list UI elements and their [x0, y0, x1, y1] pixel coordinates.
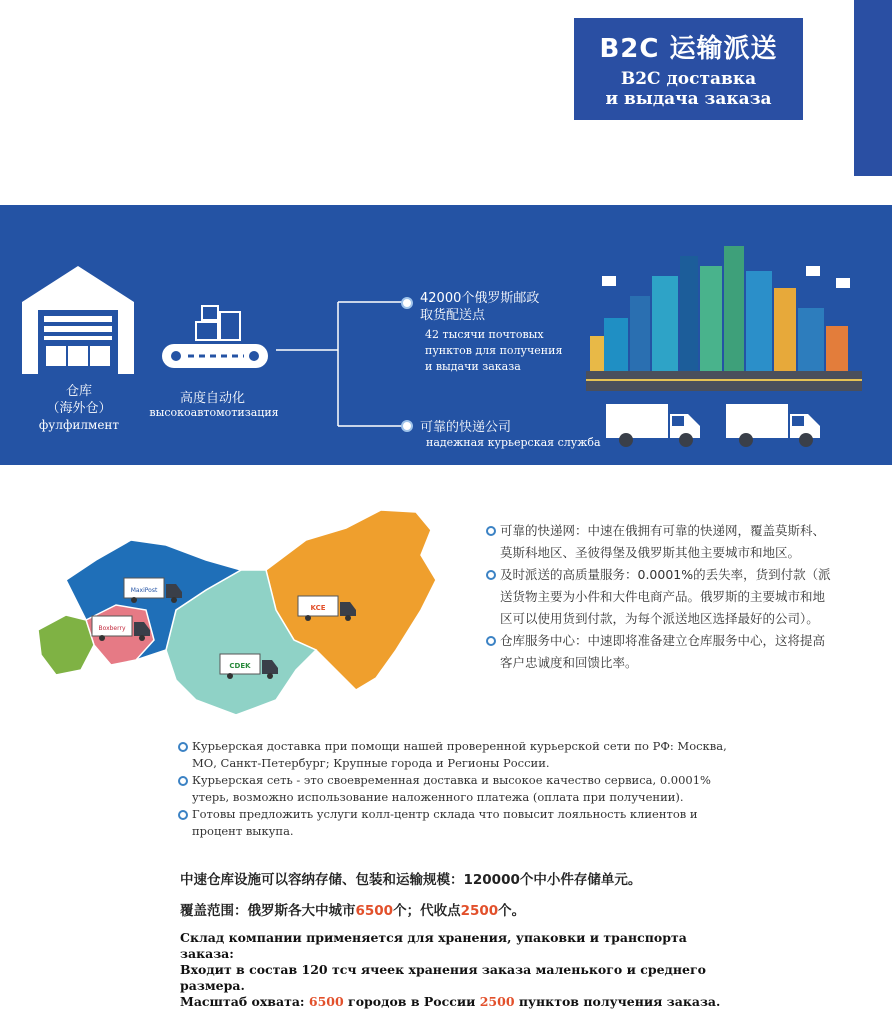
carrier-label-kce: KCE — [310, 604, 326, 612]
cn-bullet-list — [486, 520, 831, 674]
bullet-ring-icon — [178, 742, 188, 752]
page-title-ru-line2: и выдача заказа — [605, 89, 772, 109]
page-title-ru — [574, 69, 803, 109]
bullet-ring-icon — [178, 810, 188, 820]
coverage-points-count: 2500 — [460, 903, 499, 919]
ru-bullet-list — [178, 738, 738, 840]
courier-bullet-icon — [401, 420, 413, 432]
list-item — [486, 564, 831, 630]
delivery-truck-icon — [606, 400, 706, 450]
city-skyline-illustration — [586, 226, 862, 391]
corner-accent-bar — [854, 0, 892, 176]
list-item — [486, 630, 831, 674]
bullet-ring-icon — [486, 636, 496, 646]
summary-ru-line3 — [180, 994, 740, 1010]
warehouse-label-cn — [20, 383, 138, 417]
warehouse-label-cn-line2: （海外仓） — [46, 401, 112, 416]
cities-count: 6500 — [308, 994, 344, 1009]
summary-ru-line1: Склад компании применяется для хранения, упаковки и транспорта заказа: — [180, 930, 687, 961]
bullet-ring-icon — [486, 526, 496, 536]
list-item — [486, 520, 831, 564]
bullet-ring-icon — [178, 776, 188, 786]
post-label-ru-line2: пунктов для получения — [425, 344, 563, 357]
warehouse-icon — [18, 262, 138, 380]
summary-text: Масштаб охвата: — [180, 994, 309, 1009]
bullet-ring-icon — [486, 570, 496, 580]
summary-text: пунктов получения заказа. — [514, 994, 721, 1009]
list-item-text: 可靠的快递网：中速在俄拥有可靠的快递网，覆盖莫斯科、莫斯科地区、圣彼得堡及俄罗斯其他主要城市和地区。 — [500, 523, 826, 560]
warehouse-label-cn-line1: 仓库 — [65, 384, 92, 399]
post-label-cn — [420, 290, 570, 324]
post-label-cn-line2: 取货配送点 — [420, 308, 486, 323]
coverage-text: 个。 — [498, 903, 526, 919]
page-title-cn: B2C 运输派送 — [599, 34, 778, 64]
list-item — [178, 738, 738, 772]
automation-label-ru: высокоавтомотизация — [149, 406, 279, 419]
warehouse-label-ru: фулфилмент — [38, 418, 120, 432]
conveyor-icon — [160, 300, 270, 376]
carrier-label-boxberry: Boxberry — [98, 625, 126, 632]
summary-ru — [180, 930, 740, 1010]
flow-connector — [276, 290, 416, 450]
page-title-ru-line1: B2C доставка — [620, 69, 757, 89]
coverage-summary-cn — [180, 899, 525, 919]
automation-label-cn: 高度自动化 — [179, 391, 245, 406]
carrier-label-cdek: CDEK — [229, 662, 251, 670]
list-item-text: Курьерская доставка при помощи нашей проверенной курьерской сети по РФ: Москва, МО, Санкт-Петербург; Крупные города и Регионы России. — [192, 739, 727, 770]
coverage-text: 个；代收点 — [393, 903, 461, 919]
courier-label-cn: 可靠的快递公司 — [420, 420, 512, 435]
list-item — [178, 772, 738, 806]
capacity-summary-cn: 中速仓库设施可以容纳存储、包装和运输规模：120000个中小件存储单元。 — [180, 872, 642, 888]
summary-text: городов в России — [343, 994, 480, 1009]
list-item — [178, 806, 738, 840]
post-label-cn-line1: 42000个俄罗斯邮政 — [420, 291, 540, 306]
list-item-text: Курьерская сеть - это своевременная доставка и высокое качество сервиса, 0.0001% утерь, возможно использование наложенного платежа (оплата при получении). — [192, 773, 711, 804]
carrier-label-maxipost: MaxiPost — [130, 587, 158, 594]
list-item-text: 仓库服务中心：中速即将准备建立仓库服务中心，这将提高客户忠诚度和回馈比率。 — [500, 633, 826, 670]
post-label-ru — [425, 327, 575, 375]
list-item-text: 及时派送的高质量服务：0.0001%的丢失率，货到付款（派送货物主要为小件和大件电商产品。俄罗斯的主要城市和地区可以使用货到付款，为每个派送地区选择最好的公司）。 — [500, 567, 831, 626]
russia-delivery-map — [36, 500, 436, 735]
list-item-text: Готовы предложить услуги колл-центр склада что повысит лояльность клиентов и процент выкупа. — [192, 807, 698, 838]
post-label-ru-line3: и выдачи заказа — [425, 360, 521, 373]
summary-ru-line2: Входит в состав 120 тсч ячеек хранения заказа маленького и среднего размера. — [180, 962, 706, 993]
courier-label-ru: надежная курьерская служба — [426, 436, 601, 449]
title-box — [574, 18, 803, 120]
coverage-cities-count: 6500 — [355, 903, 394, 919]
coverage-text: 覆盖范围：俄罗斯各大中城市 — [180, 903, 356, 919]
delivery-truck-icon — [726, 400, 826, 450]
post-bullet-icon — [401, 297, 413, 309]
points-count: 2500 — [479, 994, 515, 1009]
post-label-ru-line1: 42 тысячи почтовых — [425, 328, 544, 341]
